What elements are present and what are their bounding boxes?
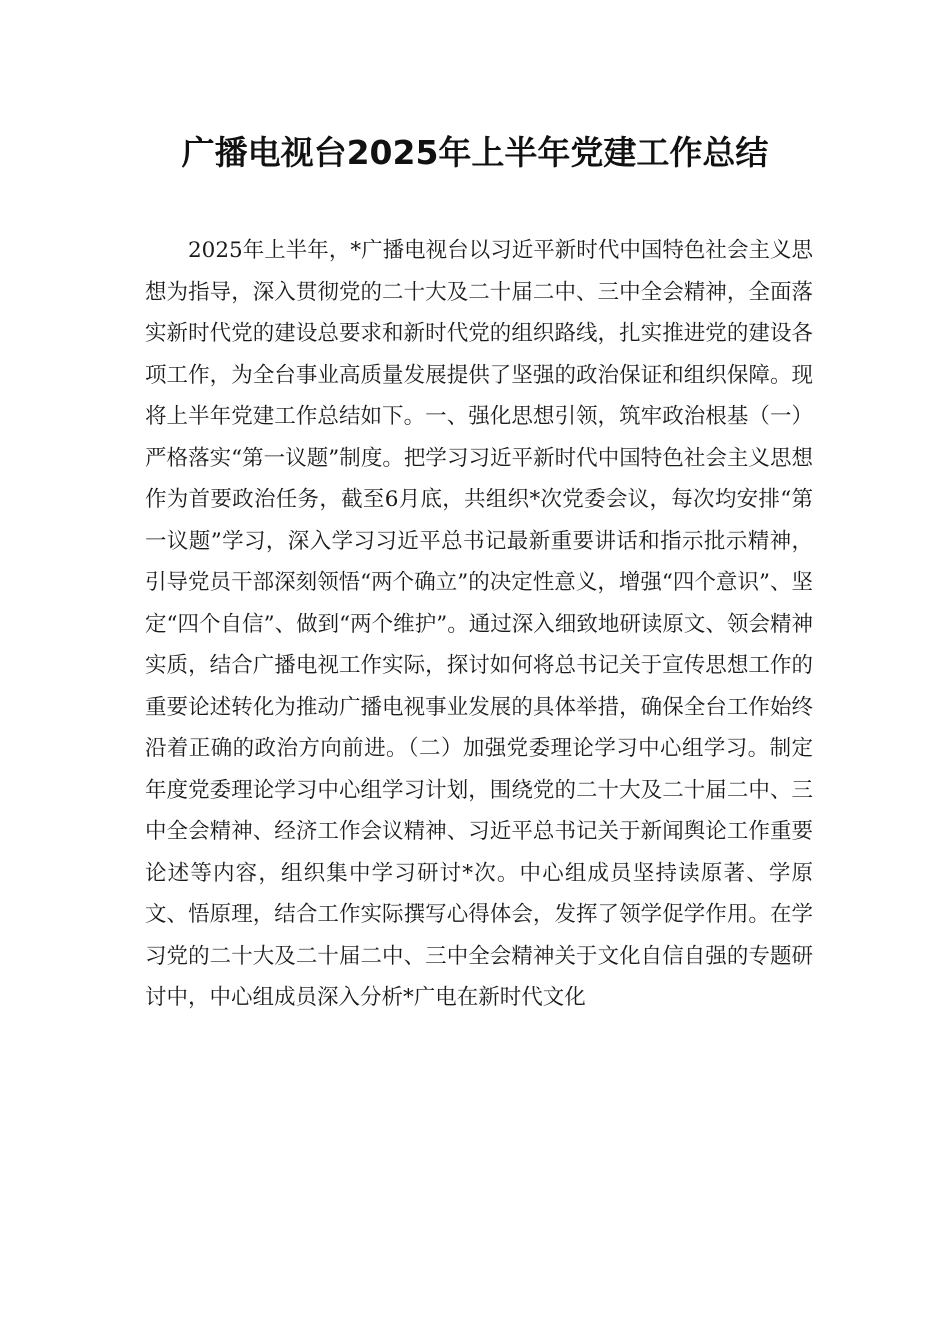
body-paragraph: 2025年上半年，*广播电视台以习近平新时代中国特色社会主义思想为指导，深入贯彻党的二十大及二十届二中、三中全会精神，全面落实新时代党的建设总要求和新时代党的组织路线，扎实推进党的建设各项工作，为全台事业高质量发展提供了坚强的政治保证和组织保障。现将上半年党建工作总结如下。一、强化思想引领，筑牢政治根基（一）严格落实“第一议题”制度。把学习习近平新时代中国特色社会主义思想作为首要政治任务，截至6月底，共组织*次党委会议，每次均安排“第一议题”学习，深入学习习近平总书记最新重要讲话和指示批示精神，引导党员干部深刻领悟“两个确立”的决定性意义，增强“四个意识”、坚定“四个自信”、做到“两个维护”。通过深入细致地研读原文、领会精神实质，结合广播电视工作实际，探讨如何将总书记关于宣传思想工作的重要论述转化为推动广播电视事业发展的具体举措，确保全台工作始终沿着正确的政治方向前进。（二）加强党委理论学习中心组学习。制定年度党委理论学习中心组学习计划，围绕党的二十大及二十届二中、三中全会精神、经济工作会议精神、习近平总书记关于新闻舆论工作重要论述等内容，组织集中学习研讨*次。中心组成员坚持读原著、学原文、悟原理，结合工作实际撰写心得体会，发挥了领学促学作用。在学习党的二十大及二十届二中、三中全会精神关于文化自信自强的专题研讨中，中心组成员深入分析*广电在新时代文化 [145,238,813,1010]
document-title: 广播电视台2025年上半年党建工作总结 [181,133,769,172]
